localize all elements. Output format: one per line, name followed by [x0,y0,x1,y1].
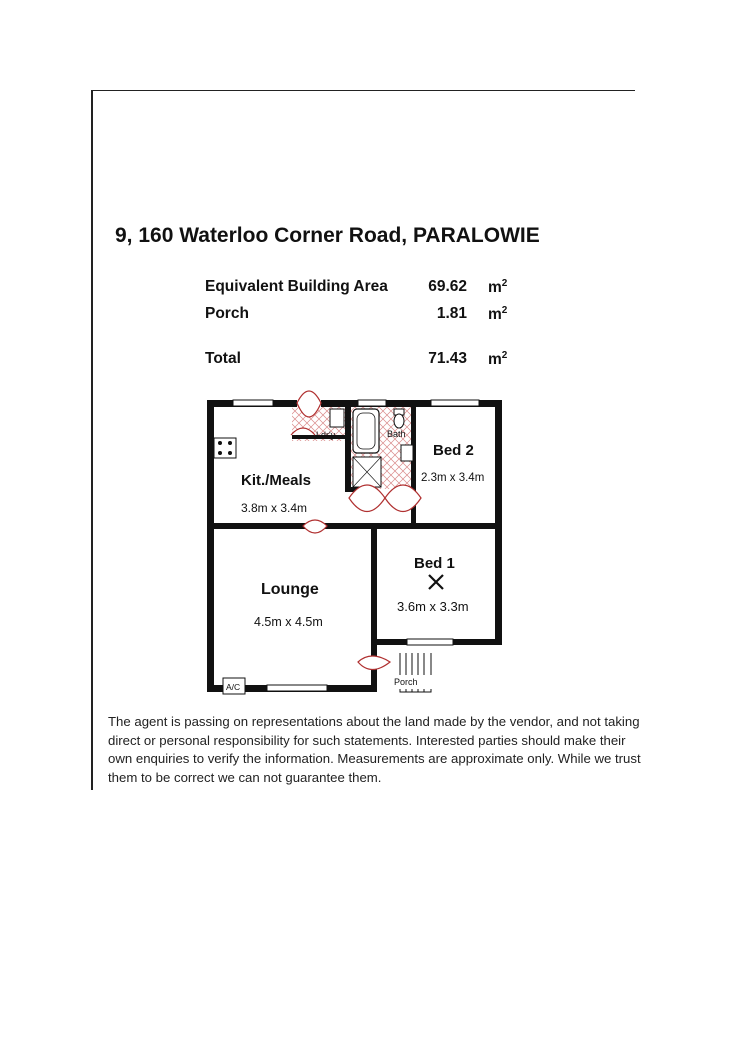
porch-area-label: Porch [205,305,249,322]
building-area-row [205,278,525,298]
cooktop [214,438,236,458]
lounge-dims: 4.5m x 4.5m [254,615,323,629]
porch-area-row [205,305,525,325]
porch-area-value: 1.81 [436,305,467,322]
laundry-label: Ldr'y [316,430,336,440]
total-area-label: Total [205,350,241,367]
total-area-unit: $m^2$ [488,350,508,369]
bath-label: Bath [387,429,406,439]
bed2-name: Bed 2 [433,442,474,459]
basin [401,445,413,461]
frame-left-border [91,90,93,790]
kitchen-dims: 3.8m x 3.4m [241,501,308,515]
bed2-dims: 2.3m x 3.4m [421,472,485,484]
total-area-value: 71.43 [428,350,467,367]
bed1-marker-icon [429,575,443,589]
building-area-unit: $m^2$ [488,278,508,297]
porch-area-unit: $m^2$ [488,305,508,324]
disclaimer-text: The agent is passing on representations about the land made by the vendor, and not taking direct or personal responsibility for such statements. Interested parties should make their own enquiries to verify the information. Measurements are approximate only. While we trust them to be correct we can not guarantee them. [108,714,641,785]
building-area-value: 69.62 [428,278,467,295]
bed1-name: Bed 1 [414,555,455,572]
bed1-dims: 3.6m x 3.3m [397,599,469,614]
porch-label: Porch [394,677,418,687]
lounge-name: Lounge [261,581,319,598]
property-address: 9, 160 Waterloo Corner Road, PARALOWIE [115,224,540,247]
laundry-trough [330,409,344,427]
kitchen-name: Kit./Meals [241,472,312,489]
frame-top-border [91,90,635,91]
total-area-row [205,350,525,370]
ac-label: A/C [226,682,241,692]
building-area-label: Equivalent Building Area [205,278,388,295]
floor-plan [195,375,515,700]
